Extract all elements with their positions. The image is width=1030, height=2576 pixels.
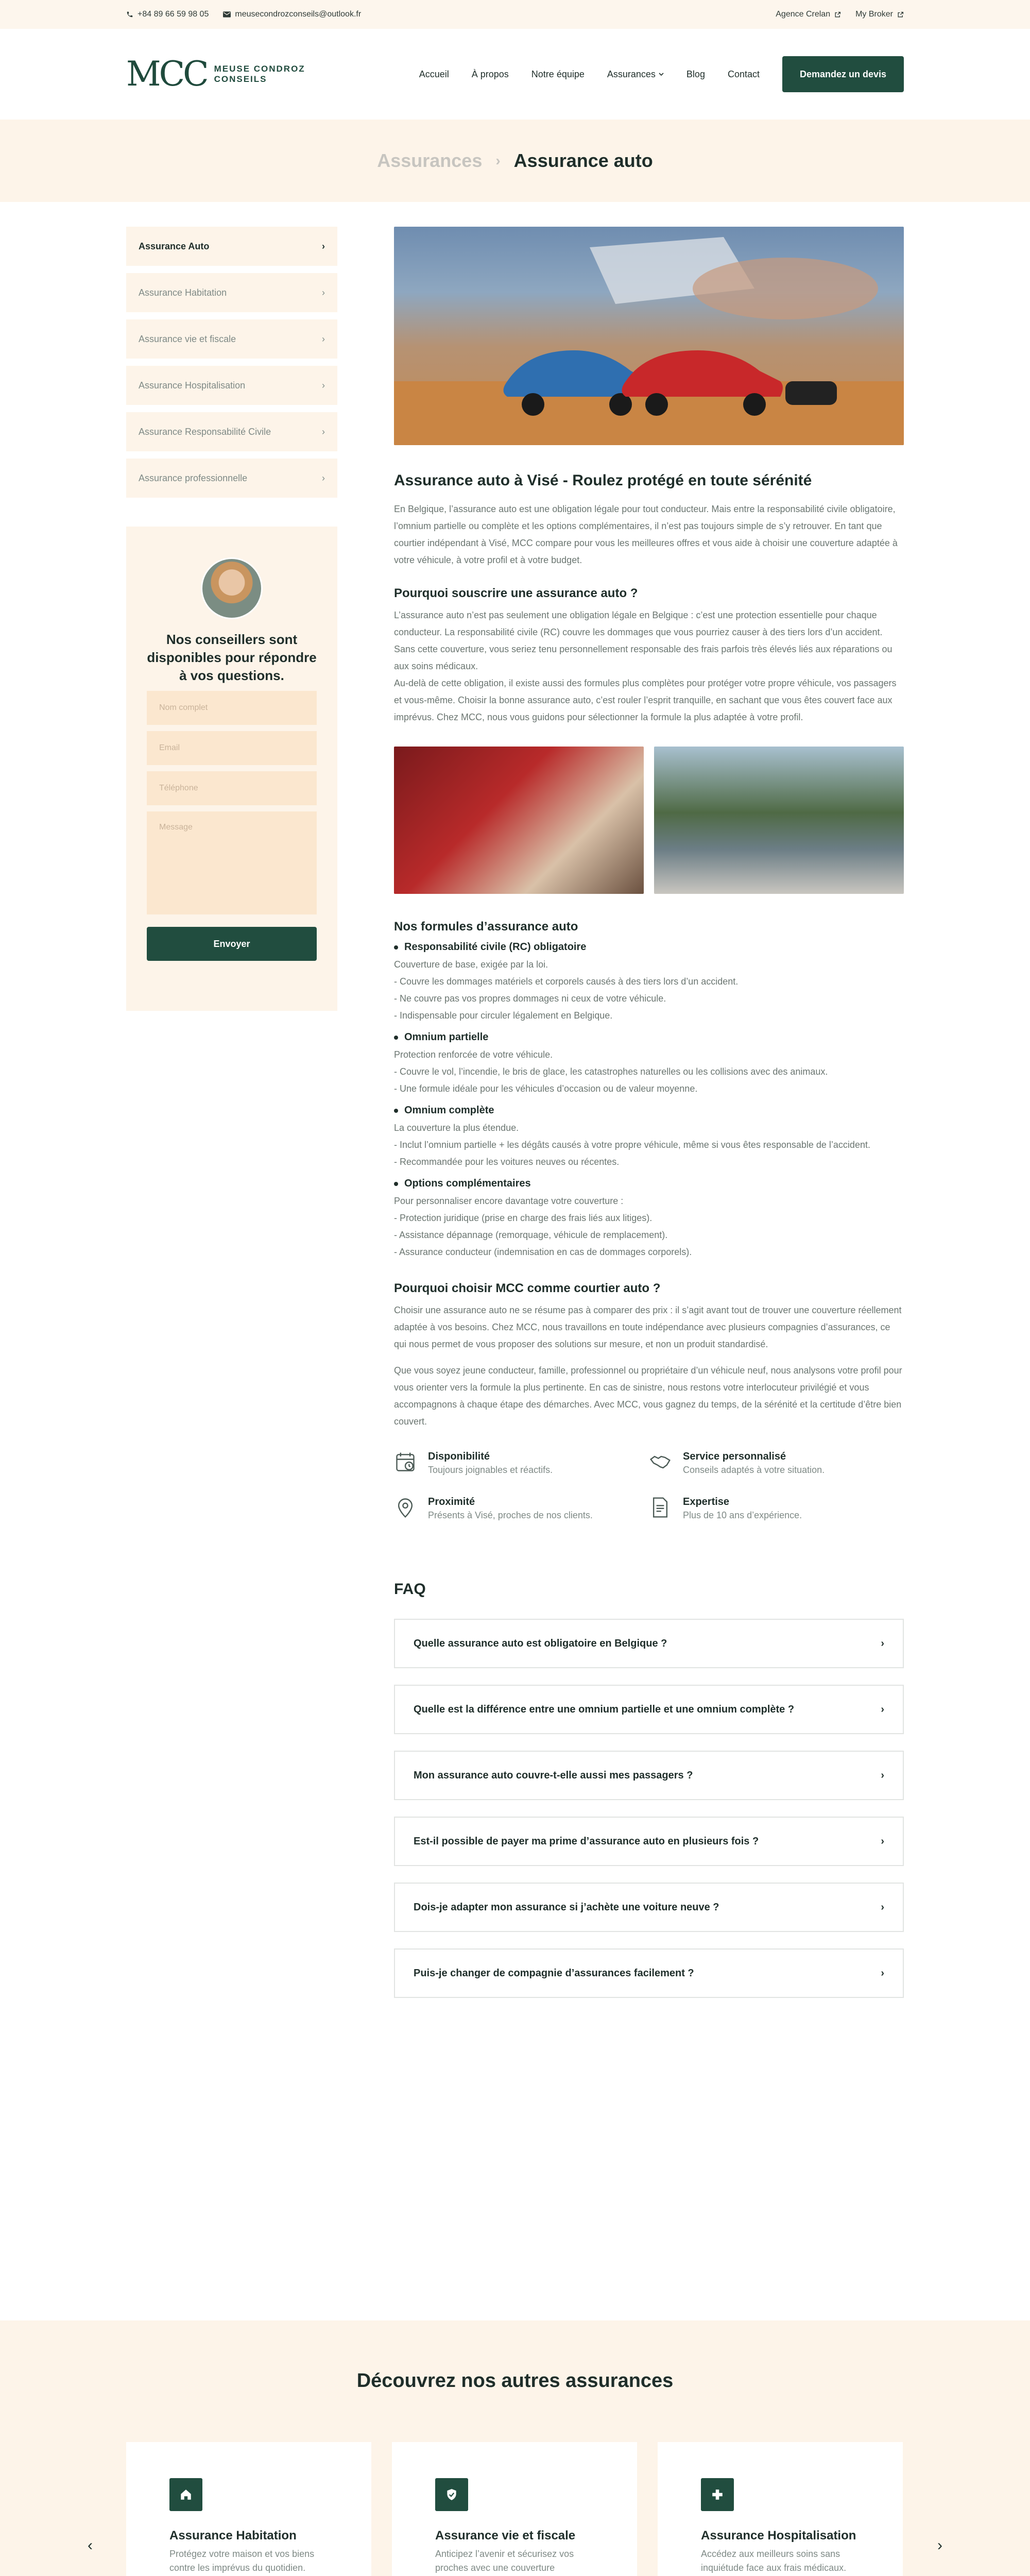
chevron-right-icon: › [322, 472, 325, 483]
email-field[interactable] [147, 731, 317, 765]
card-vie-fiscale [392, 2442, 637, 2576]
faq-question: Quelle assurance auto est obligatoire en Belgique ? [414, 1637, 667, 1649]
logo-mark: MCC [126, 54, 207, 94]
handshake-icon [649, 1451, 672, 1473]
insurance-sidebar [126, 227, 337, 505]
formula-omnium-partielle [394, 1031, 904, 1097]
chevron-right-icon: › [881, 1835, 884, 1847]
mail-icon [223, 11, 231, 18]
formula-line: Pour personnaliser encore davantage votre couverture : [394, 1196, 624, 1206]
feature-title: Expertise [683, 1496, 730, 1507]
formula-line: La couverture la plus étendue. [394, 1123, 519, 1133]
document-check-icon [649, 1496, 672, 1519]
name-field[interactable] [147, 691, 317, 725]
breadcrumb-separator-icon: › [495, 152, 501, 168]
faq-list [394, 1619, 904, 1998]
photo-row [394, 747, 904, 894]
card-desc: Anticipez l’avenir et sécurisez vos proches avec une couverture [435, 2549, 574, 2573]
breadcrumb-assurances[interactable]: Assurances [377, 150, 483, 171]
features-grid [394, 1451, 904, 1521]
sidebar-item-habitation[interactable] [126, 273, 337, 312]
sidebar-item-auto[interactable] [126, 227, 337, 266]
article-intro: En Belgique, l’assurance auto est une obligation légale pour tout conducteur. Mais entre la responsabilité civile obligatoire, l’omnium partielle ou complète et les options complémentaires, il n’est pas toujours simple de s’y retrouver. En tant que courtier indépendant à Visé, MCC compare pour vous les meilleures offres et vous aide à choisir une couverture adaptée à votre véhicule, à votre profil et à votre budget. [394, 504, 898, 565]
formula-title: Responsabilité civile (RC) obligatoire [394, 941, 904, 953]
formula-line: - Protection juridique (prise en charge des frais liés aux litiges). [394, 1213, 653, 1223]
faq-question: Quelle est la différence entre une omnium partielle et une omnium complète ? [414, 1703, 795, 1715]
agence-crelan-link[interactable] [776, 10, 841, 19]
clock-icon [394, 1451, 417, 1473]
formula-rc [394, 941, 904, 1024]
carousel-next-button[interactable]: › [937, 2537, 942, 2554]
site-logo[interactable] [126, 54, 305, 94]
faq-item[interactable] [394, 1619, 904, 1668]
medical-cross-icon [701, 2478, 734, 2511]
nav-assurances[interactable] [607, 69, 664, 80]
phone-placeholder: Téléphone [159, 784, 198, 793]
chevron-right-icon: › [881, 1769, 884, 1781]
topbar-email: meusecondrozconseils@outlook.fr [235, 10, 362, 19]
formula-title: Omnium complète [394, 1105, 904, 1116]
contact-form-panel [126, 527, 337, 1011]
card-habitation [126, 2442, 371, 2576]
site-header [0, 29, 1030, 120]
faq-item[interactable] [394, 1883, 904, 1932]
nav-contact[interactable]: Contact [727, 69, 760, 79]
sidebar-item-label: Assurance Auto [139, 241, 210, 251]
sidebar-item-professionnelle[interactable] [126, 459, 337, 498]
topbar-email-link[interactable] [223, 10, 361, 19]
feature-desc: Toujours joignables et réactifs. [428, 1465, 553, 1475]
why-title: Pourquoi souscrire une assurance auto ? [394, 586, 638, 600]
external-link-icon [897, 11, 904, 18]
formula-line: - Assurance conducteur (indemnisation en cas de dommages corporels). [394, 1247, 692, 1257]
feature-desc: Plus de 10 ans d’expérience. [683, 1510, 802, 1520]
formula-line: - Une formule idéale pour les véhicules d’occasion ou de valeur moyenne. [394, 1083, 698, 1094]
feature-disponibilite [394, 1451, 649, 1476]
sidebar-item-label: Assurance professionnelle [139, 472, 248, 483]
chevron-right-icon: › [322, 287, 325, 298]
page-hero [0, 120, 1030, 202]
sidebar-item-label: Assurance Hospitalisation [139, 380, 246, 391]
article [394, 227, 904, 2014]
my-broker-label: My Broker [855, 10, 893, 19]
card-title: Assurance vie et fiscale [435, 2529, 576, 2543]
why-paragraph-1: L’assurance auto n’est pas seulement une obligation légale en Belgique : c’est une protection essentielle pour chaque conducteur. La responsabilité civile (RC) couvre les dommages que vous pourriez causer à des tiers lors d’un accident. Sans cette couverture, vous seriez tenu personnellement responsable des frais parfois très élevés liés aux réparations ou aux soins médicaux. [394, 610, 892, 671]
chevron-right-icon: › [322, 380, 325, 391]
card-desc: Protégez votre maison et vos biens contre les imprévus du quotidien. [169, 2549, 315, 2573]
agence-crelan-label: Agence Crelan [776, 10, 831, 19]
nav-blog[interactable]: Blog [686, 69, 705, 79]
sidebar-item-label: Assurance Habitation [139, 287, 227, 298]
sidebar-item-hospitalisation[interactable] [126, 366, 337, 405]
card-title: Assurance Hospitalisation [701, 2529, 856, 2543]
top-bar [0, 0, 1030, 29]
article-title: Assurance auto à Visé - Roulez protégé en toute sérénité [394, 472, 812, 489]
feature-title: Service personnalisé [683, 1451, 786, 1462]
nav-accueil[interactable]: Accueil [419, 69, 449, 79]
nav-notre-equipe[interactable]: Notre équipe [531, 69, 585, 79]
main-nav [419, 56, 904, 92]
shield-check-icon [435, 2478, 468, 2511]
chevron-right-icon: › [322, 426, 325, 437]
faq-title: FAQ [394, 1581, 426, 1598]
home-icon [169, 2478, 202, 2511]
faq-question: Puis-je changer de compagnie d’assurances facilement ? [414, 1967, 694, 1979]
sidebar-item-label: Assurance Responsabilité Civile [139, 426, 271, 437]
sidebar-item-vie-fiscale[interactable] [126, 319, 337, 359]
feature-title: Proximité [428, 1496, 475, 1507]
logo-line2: CONSEILS [214, 74, 267, 84]
page-title: Assurance auto [513, 150, 653, 171]
sidebar-item-label: Assurance vie et fiscale [139, 333, 236, 344]
sidebar-item-rc[interactable] [126, 412, 337, 451]
why-paragraph-2: Au-delà de cette obligation, il existe aussi des formules plus complètes pour protéger votre propre véhicule, vos passagers et vous-même. Choisir la bonne assurance auto, c’est rouler l’esprit tranquille, en sachant que vous êtes couvert face aux imprévus. Chez MCC, nous vous guidons pour sélectionner la formule la plus adaptée à votre profil. [394, 678, 897, 722]
faq-question: Est-il possible de payer ma prime d’assurance auto en plusieurs fois ? [414, 1835, 759, 1847]
choose-paragraph-1: Choisir une assurance auto ne se résume pas à comparer des prix : il s’agit avant tout de trouver une couverture réellement adaptée à vos besoins. Chez MCC, nous travaillons en toute indépendance avec plusieurs compagnies d’assurances, ce qui nous permet de vous proposer des solutions sur mesure, et non un produit standardisé. [394, 1305, 902, 1349]
phone-field[interactable] [147, 771, 317, 805]
email-placeholder: Email [159, 743, 180, 753]
logo-line1: MEUSE CONDROZ [214, 64, 305, 74]
insurance-cards [126, 2442, 904, 2576]
topbar-phone-link[interactable] [126, 10, 209, 19]
formula-title: Omnium partielle [394, 1031, 904, 1043]
name-placeholder: Nom complet [159, 703, 208, 713]
topbar-phone: +84 89 66 59 98 05 [138, 10, 209, 19]
feature-expertise [649, 1496, 904, 1521]
photo-woman-in-car [394, 747, 644, 894]
formula-line: - Couvre le vol, l’incendie, le bris de glace, les catastrophes naturelles ou les collisions avec des animaux. [394, 1066, 828, 1077]
carousel-prev-button[interactable]: ‹ [88, 2537, 93, 2554]
faq-item[interactable] [394, 1751, 904, 1800]
chevron-right-icon: › [881, 1703, 884, 1715]
formula-line: - Indispensable pour circuler légalement en Belgique. [394, 1010, 613, 1021]
nav-a-propos[interactable]: À propos [471, 69, 509, 79]
message-field[interactable] [147, 811, 317, 914]
chevron-right-icon: › [881, 1967, 884, 1979]
feature-service [649, 1451, 904, 1476]
formulas-title: Nos formules d’assurance auto [394, 920, 578, 934]
formula-line: - Inclut l’omnium partielle + les dégâts causés à votre propre véhicule, même si vous êtes responsable de l’accident. [394, 1140, 870, 1150]
formula-line: - Couvre les dommages matériels et corporels causés à des tiers lors d’un accident. [394, 976, 739, 987]
submit-button[interactable]: Envoyer [147, 927, 317, 961]
message-placeholder: Message [159, 823, 193, 832]
photo-man-by-car [654, 747, 904, 894]
chevron-right-icon: › [881, 1901, 884, 1913]
faq-item[interactable] [394, 1817, 904, 1866]
faq-item[interactable] [394, 1685, 904, 1734]
choose-title: Pourquoi choisir MCC comme courtier auto ? [394, 1281, 661, 1295]
formula-line: Couverture de base, exigée par la loi. [394, 959, 548, 970]
hero-photo-cars [394, 227, 904, 445]
card-hospitalisation [658, 2442, 903, 2576]
my-broker-link[interactable] [855, 10, 904, 19]
other-insurances-section [0, 2320, 1030, 2576]
card-desc: Accédez aux meilleurs soins sans inquiétude face aux frais médicaux. [701, 2549, 847, 2573]
faq-question: Dois-je adapter mon assurance si j’achète une voiture neuve ? [414, 1901, 719, 1913]
chevron-down-icon [659, 73, 664, 76]
nav-assurances-label: Assurances [607, 69, 656, 79]
formula-omnium-complete [394, 1105, 904, 1171]
faq-question: Mon assurance auto couvre-t-elle aussi mes passagers ? [414, 1769, 693, 1781]
location-pin-icon [394, 1496, 417, 1519]
formula-line: - Ne couvre pas vos propres dommages ni ceux de votre véhicule. [394, 993, 666, 1004]
feature-desc: Présents à Visé, proches de nos clients. [428, 1510, 593, 1520]
chevron-right-icon: › [881, 1637, 884, 1649]
feature-proximite [394, 1496, 649, 1521]
phone-icon [126, 11, 133, 18]
card-title: Assurance Habitation [169, 2529, 297, 2543]
formula-title: Options complémentaires [394, 1178, 904, 1190]
faq-item[interactable] [394, 1948, 904, 1998]
main-content [0, 202, 1030, 2320]
choose-paragraph-2: Que vous soyez jeune conducteur, famille, professionnel ou propriétaire d’un véhicule neuf, nous analysons votre profil pour vous orienter vers la formule la plus pertinente. En cas de sinistre, nous restons votre interlocuteur privilégié et vous accompagnons à chaque étape des démarches. Avec MCC, vous gagnez du temps, de la sérénité et la certitude d’être bien couvert. [394, 1365, 902, 1427]
advisor-avatar [201, 557, 263, 619]
logo-name [214, 64, 305, 84]
contact-form-title: Nos conseillers sont disponibles pour répondre à vos questions. [147, 632, 317, 684]
other-insurances-title: Découvrez nos autres assurances [356, 2370, 674, 2392]
feature-desc: Conseils adaptés à votre situation. [683, 1465, 825, 1475]
chevron-right-icon: › [322, 333, 325, 344]
quote-button[interactable]: Demandez un devis [782, 56, 904, 92]
external-link-icon [834, 11, 841, 18]
chevron-right-icon: › [322, 241, 325, 251]
formula-line: - Recommandée pour les voitures neuves ou récentes. [394, 1157, 620, 1167]
formula-line: - Assistance dépannage (remorquage, véhicule de remplacement). [394, 1230, 668, 1240]
formula-options [394, 1178, 904, 1261]
feature-title: Disponibilité [428, 1451, 490, 1462]
formula-line: Protection renforcée de votre véhicule. [394, 1049, 553, 1060]
